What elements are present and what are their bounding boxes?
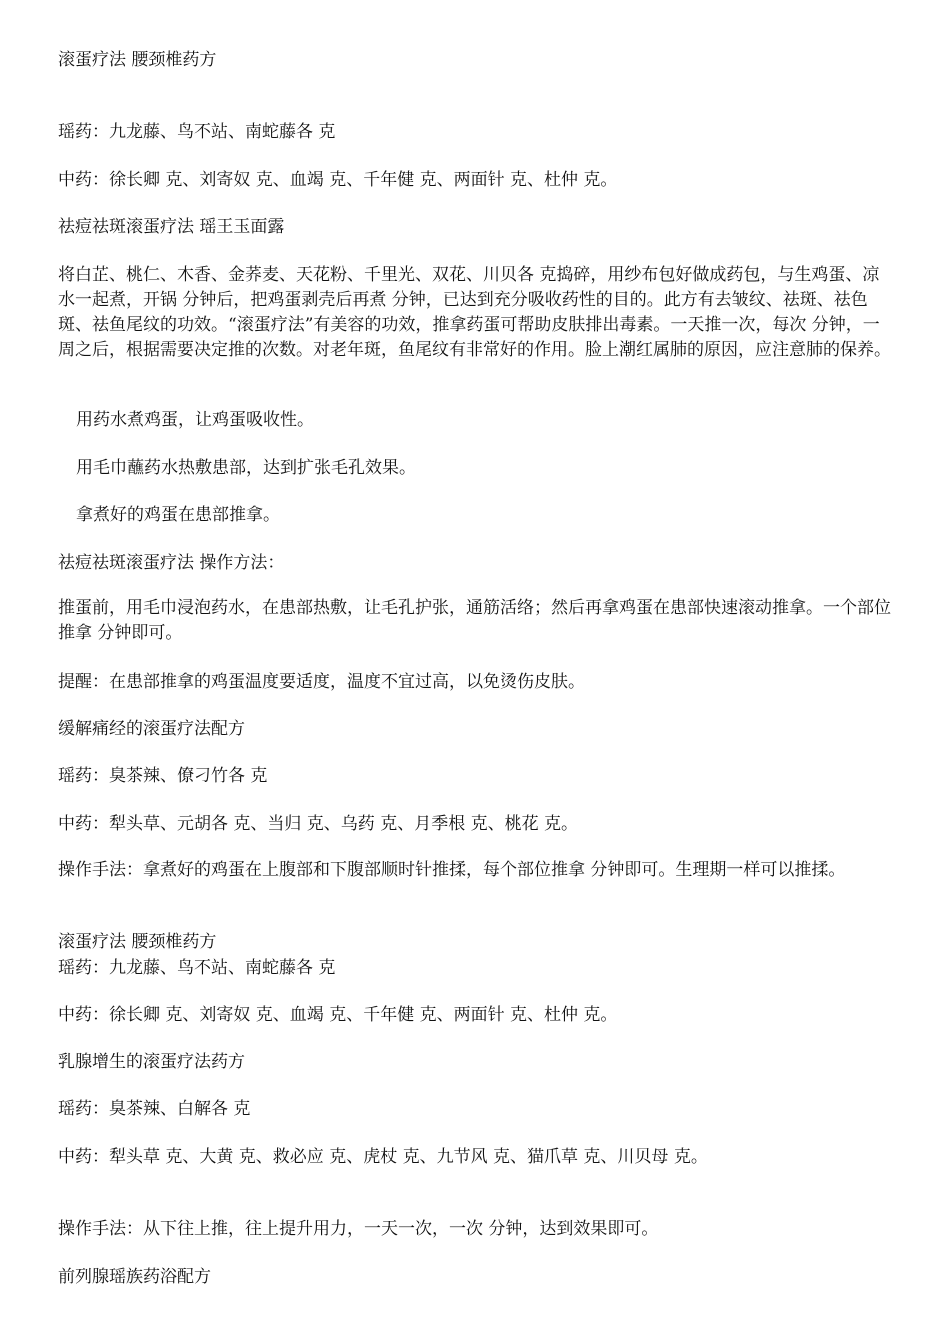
section-heading: 乳腺增生的滚蛋疗法药方 (58, 1052, 245, 1072)
section-heading: 祛痘祛斑滚蛋疗法 瑶王玉面露 (58, 217, 285, 237)
paragraph: 拿煮好的鸡蛋在患部推拿。 (76, 505, 280, 525)
section-heading: 滚蛋疗法 腰颈椎药方 (58, 50, 217, 70)
paragraph: 瑶药：九龙藤、鸟不站、南蛇藤各 克 (58, 958, 336, 978)
section-heading: 缓解痛经的滚蛋疗法配方 (58, 719, 245, 739)
paragraph: 用毛巾蘸药水热敷患部，达到扩张毛孔效果。 (76, 458, 416, 478)
paragraph: 操作手法：拿煮好的鸡蛋在上腹部和下腹部顺时针推揉，每个部位推拿 分钟即可。生理期一样可以推揉。 (58, 860, 846, 880)
paragraph: 中药：徐长卿 克、刘寄奴 克、血竭 克、千年健 克、两面针 克、杜仲 克。 (58, 1005, 618, 1025)
paragraph: 提醒：在患部推拿的鸡蛋温度要适度，温度不宜过高，以免烫伤皮肤。 (58, 672, 585, 692)
section-heading: 前列腺瑶族药浴配方 (58, 1267, 211, 1287)
paragraph: 操作手法：从下往上推，往上提升用力，一天一次，一次 分钟，达到效果即可。 (58, 1219, 659, 1239)
section-heading: 祛痘祛斑滚蛋疗法 操作方法： (58, 553, 285, 573)
paragraph: 推蛋前，用毛巾浸泡药水，在患部热敷，让毛孔护张，通筋活络；然后再拿鸡蛋在患部快速滚动推拿。一个部位推拿 分钟即可。 (58, 598, 891, 643)
paragraph: 瑶药：臭茶辣、僚刁竹各 克 (58, 766, 268, 786)
paragraph: 瑶药：臭茶辣、白解各 克 (58, 1099, 251, 1119)
paragraph: 瑶药：九龙藤、鸟不站、南蛇藤各 克 (58, 122, 336, 142)
section-heading: 滚蛋疗法 腰颈椎药方 (58, 932, 217, 952)
paragraph: 将白芷、桃仁、木香、金荞麦、天花粉、千里光、双花、川贝各 克捣碎，用纱布包好做成药包，与生鸡蛋、凉水一起煮，开锅 分钟后，把鸡蛋剥壳后再煮 分钟，已达到充分吸收药性的目的。此方有去皱纹、祛斑、祛色斑、祛鱼尾纹的功效。“滚蛋疗法”有美容的功效，推拿药蛋可帮助皮肤排出毒素。一天推一次，每次 分钟，一周之后，根据需要决定推的次数。对老年斑，鱼尾纹有非常好的作用。脸上潮红属肺的原因，应注意肺的保养。 (58, 265, 891, 360)
paragraph: 中药：犁头草 克、大黄 克、救必应 克、虎杖 克、九节风 克、猫爪草 克、川贝母 克。 (58, 1147, 708, 1167)
paragraph: 用药水煮鸡蛋，让鸡蛋吸收性。 (76, 410, 314, 430)
paragraph: 中药：犁头草、元胡各 克、当归 克、乌药 克、月季根 克、桃花 克。 (58, 814, 579, 834)
paragraph: 中药：徐长卿 克、刘寄奴 克、血竭 克、千年健 克、两面针 克、杜仲 克。 (58, 170, 618, 190)
